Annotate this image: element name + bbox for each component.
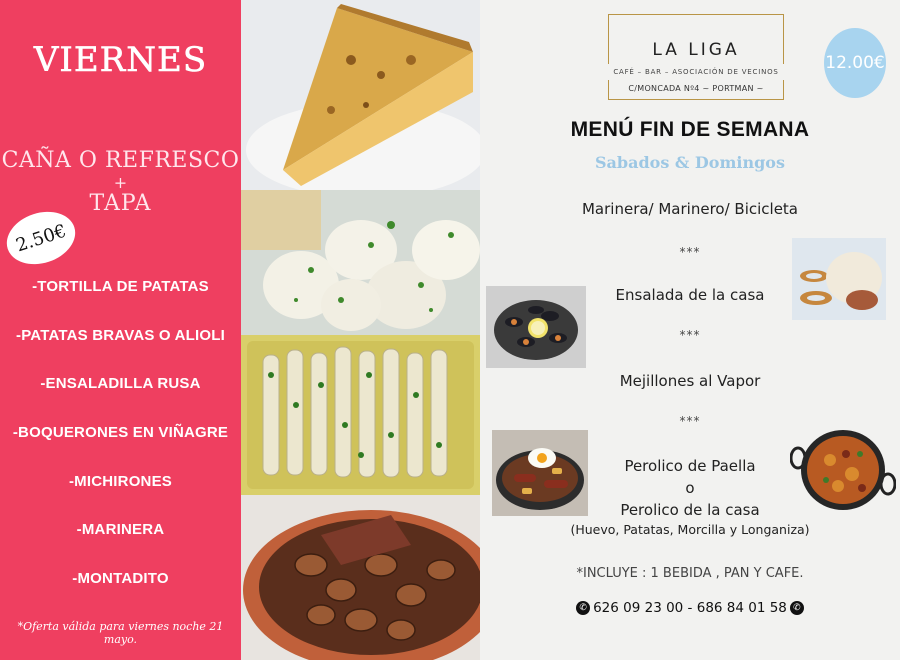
tapa-item: -ENSALADILLA RUSA (40, 375, 201, 393)
marinera-photo (792, 238, 886, 320)
bar-name: LA LIGA (652, 40, 740, 60)
promo-plus: + (113, 173, 128, 192)
offer-day: VIERNES (33, 40, 208, 80)
dish-separator: *** (679, 414, 701, 428)
bar-address: C/MONCADA Nº4 ~ PORTMAN ~ (628, 84, 764, 93)
boquerones-photo (241, 335, 480, 495)
weekend-menu-panel (480, 0, 900, 660)
tapa-item: -PATATAS BRAVAS O ALIOLI (16, 326, 225, 344)
bar-tagline: CAFÉ – BAR – ASOCIACIÓN DE VECINOS (613, 68, 779, 76)
tortilla-photo (241, 0, 480, 190)
menu-subtitle: Sabados & Domingos (595, 153, 785, 172)
dish-perolico-note: (Huevo, Patatas, Morcilla y Longaniza) (570, 522, 810, 537)
offer-price: 2.50€ (13, 220, 69, 256)
offer-footnote: *Oferta válida para viernes noche 21 mayo. (17, 620, 224, 646)
menu-title: MENÚ FIN DE SEMANA (570, 118, 810, 141)
menu-price-badge (824, 28, 886, 98)
dish-marinera: Marinera/ Marinero/ Bicicleta (581, 200, 798, 218)
dish-perolico-paella: Perolico de Paella (624, 457, 756, 475)
dish-ensalada: Ensalada de la casa (615, 286, 765, 304)
tapa-item: -MONTADITO (72, 569, 169, 587)
tapa-item: -MICHIRONES (68, 472, 173, 490)
friday-offer-panel (0, 0, 241, 660)
menu-price: 12.00€ (825, 53, 885, 73)
ensaladilla-photo (241, 190, 480, 335)
contact-phones (480, 600, 900, 616)
promo-line-2: TAPA (89, 191, 152, 216)
tapa-item: -TORTILLA DE PATATAS (32, 277, 209, 295)
tapa-item: -BOQUERONES EN VIÑAGRE (12, 423, 229, 441)
tapa-item: -MARINERA (76, 521, 165, 539)
promo-line-1: CAÑA O REFRESCO (1, 148, 240, 173)
phone-numbers: 626 09 23 00 - 686 84 01 58 (593, 600, 787, 616)
dish-perolico-casa: Perolico de la casa (620, 501, 760, 519)
offer-promo (0, 148, 241, 216)
menu-includes: *INCLUYE : 1 BEBIDA , PAN Y CAFE. (576, 566, 804, 581)
mejillones-photo (486, 286, 586, 368)
dish-separator: *** (679, 245, 701, 259)
paella-pan-photo (790, 424, 896, 514)
perolico-casa-photo (492, 430, 588, 516)
dish-separator: *** (679, 328, 701, 342)
dish-or: o (685, 479, 695, 497)
tapa-list (0, 262, 241, 603)
phone-icon: ✆ (576, 601, 590, 615)
food-photo-column (241, 0, 480, 660)
bar-logo (608, 14, 784, 100)
phone-icon: ✆ (790, 601, 804, 615)
dish-mejillones: Mejillones al Vapor (619, 372, 761, 390)
habas-photo (241, 495, 480, 660)
